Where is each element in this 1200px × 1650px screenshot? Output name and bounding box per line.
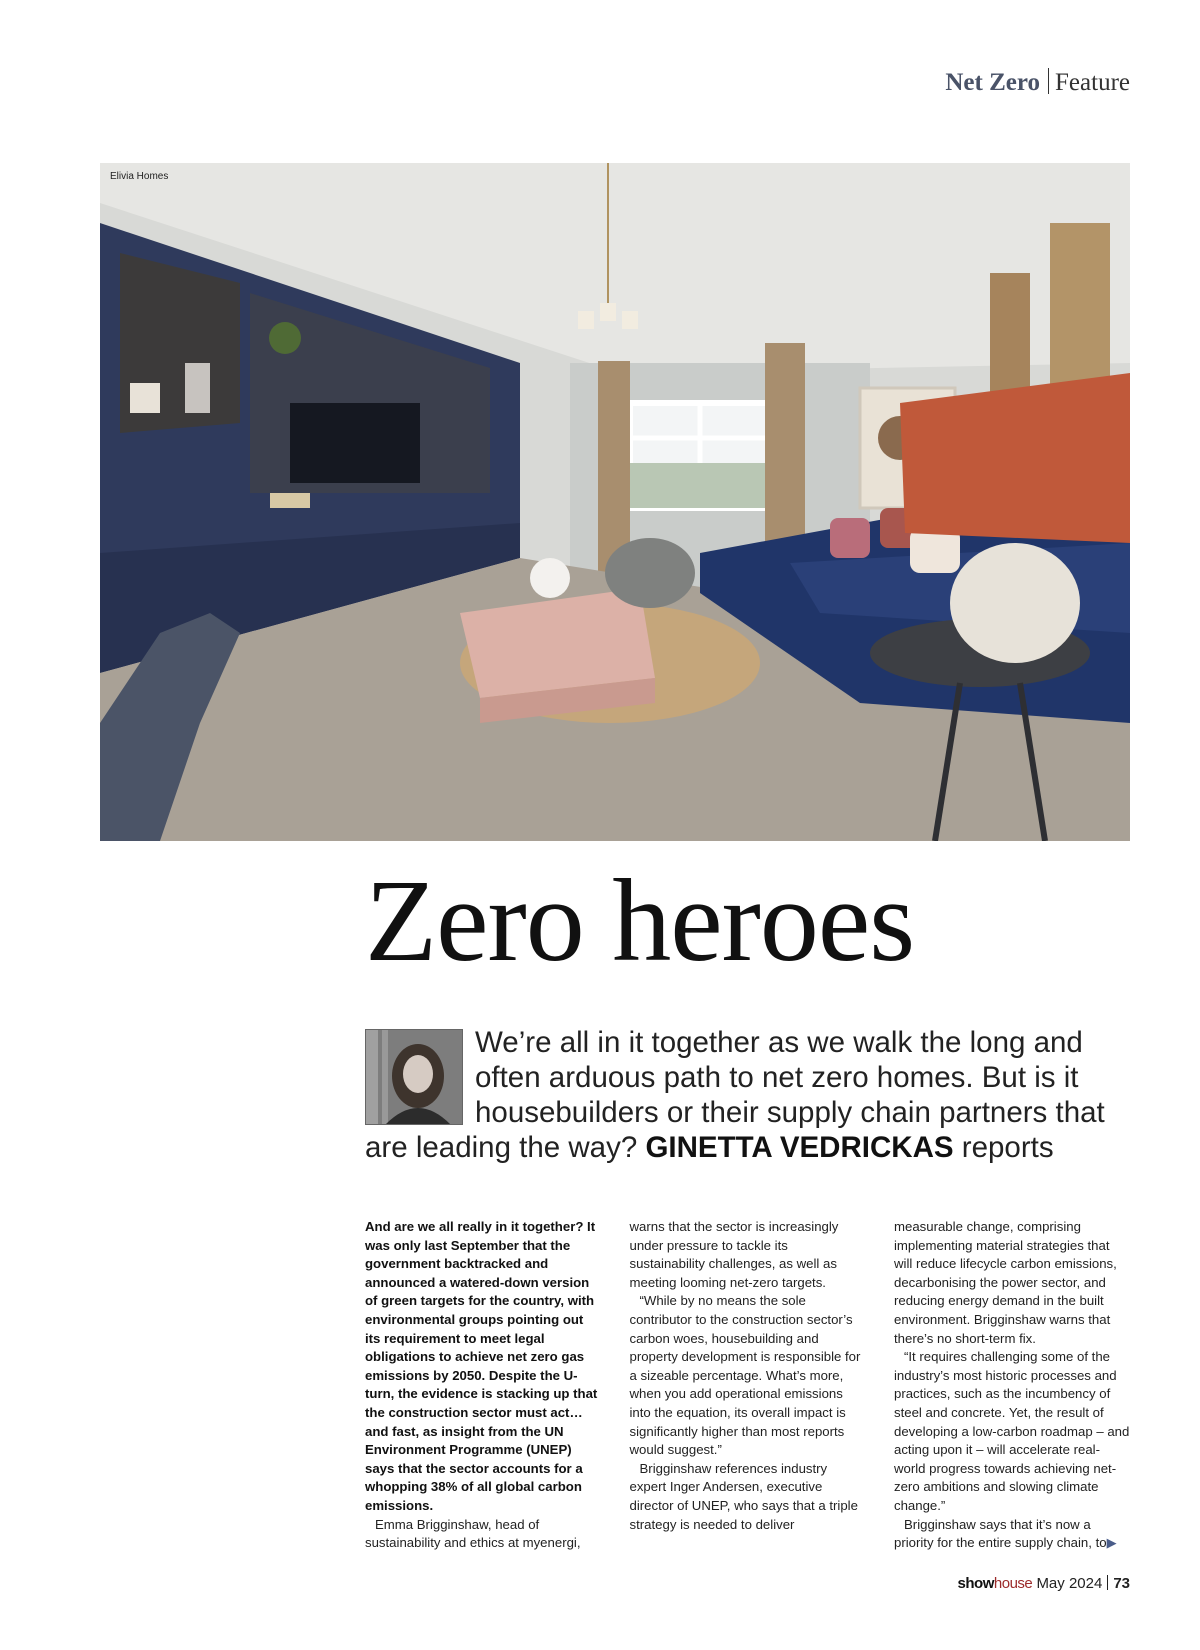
body-paragraph: “While by no means the sole contributor to the construction sector’s carbon woes, housebuilding and property development is responsible for a sizeable percentage. What’s more, when you add operational emissions into the equation, its overall impact is significantly higher than most reports would suggest.” [629,1293,861,1458]
lead-paragraph: And are we all really in it together? It was only last September that the government backtracked and announced a watered-down version of green targets for the country, with environmental groups pointing out its requirement to meet legal obligations to achieve net zero gas emissions by 2050. Despite the U-turn, the evidence is stacking up that the construction sector must act… and fast, as insight from the UN Environment Programme (UNEP) says that the sector accounts for a whopping 38% of all global carbon emissions. [365,1219,598,1513]
body-paragraph-text: Brigginshaw says that it’s now a priority for the entire supply chain, to [894,1516,1107,1551]
column-2 [630,1218,866,1553]
continue-arrow-icon: ▶ [1106,1535,1117,1551]
section-name: Net Zero [945,69,1041,96]
author-byline: GINETTA VEDRICKAS [645,1131,954,1164]
standfirst [365,1025,1125,1165]
author-portrait [365,1029,463,1125]
headline: Zero heroes [365,855,915,986]
byline-suffix: reports [961,1131,1054,1164]
column-3 [894,1218,1130,1553]
header-divider [1048,68,1049,94]
body-paragraph: Emma Brigginshaw, head of sustainability and ethics at myenergi, [365,1516,581,1551]
standfirst-text: We’re all in it together as we walk the long and often arduous path to net zero homes. But is it housebuilders or their supply chain partners that are leading the way? [365,1026,1105,1164]
page-number: 73 [1113,1575,1130,1592]
magazine-brand-bold: show [957,1575,994,1592]
body-paragraph: measurable change, comprising implementing material strategies that will reduce lifecycle carbon emissions, decarbonising the power sector, and reducing energy demand in the built environment. Brigginshaw warns that there’s no short-term fix. [894,1219,1117,1346]
footer-divider [1107,1575,1108,1590]
body-columns [365,1218,1130,1553]
section-header [945,68,1130,97]
standfirst-block [365,1025,1125,1165]
page-footer [958,1575,1130,1592]
hero-photo [100,163,1130,841]
magazine-brand-light: house [993,1575,1033,1592]
column-1 [365,1218,601,1553]
photo-credit: Elivia Homes [110,171,169,182]
body-paragraph: warns that the sector is increasingly under pressure to tackle its sustainability challenges, as well as meeting looming net-zero targets. [629,1219,839,1290]
living-room-illustration [100,163,1130,841]
section-kind: Feature [1055,69,1130,96]
body-paragraph: Brigginshaw references industry expert Inger Andersen, executive director of UNEP, who says that a triple strategy is needed to deliver [629,1460,858,1532]
body-paragraph [894,1516,1130,1553]
body-paragraph: “It requires challenging some of the industry’s most historic processes and practices, such as the incumbency of steel and concrete. Yet, the result of developing a low-carbon roadmap – and acting upon it – will accelerate real-world progress towards achieving net-zero ambitions and slowing climate change.” [894,1349,1130,1513]
issue-date: May 2024 [1036,1575,1103,1592]
